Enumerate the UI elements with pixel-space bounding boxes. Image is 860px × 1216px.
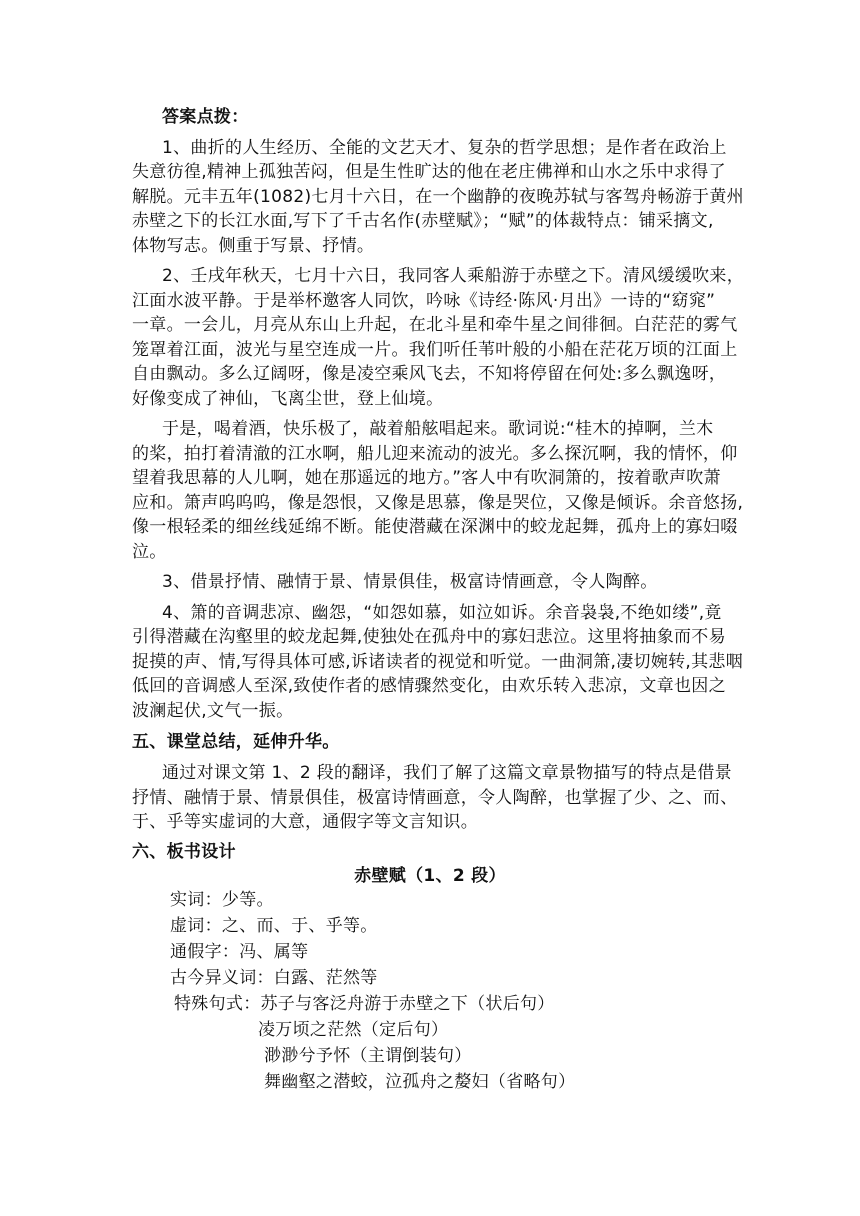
- answer-p3-line: 望着我思幕的人儿啊，她在那遥远的地方。”客人中有吹洞箫的，按着歌声吹萧: [132, 468, 721, 488]
- board-item: 虚词：之、而、于、乎等。: [170, 916, 378, 936]
- board-item: 古今异义词：白露、茫然等: [170, 968, 378, 988]
- answer-p3-line: 应和。箫声呜呜呜，像是怨恨，又像是思慕，像是哭位，又像是倾诉。余音悠扬,: [132, 493, 744, 513]
- answer-p4-line: 3、借景抒情、融情于景、情景俱佳，极富诗情画意，令人陶醉。: [162, 572, 658, 592]
- section5-body-line: 抒情、融情于景、情景俱佳，极富诗情画意，令人陶醉，也掌握了少、之、而、: [132, 788, 738, 808]
- answer-p2-line: 江面水波平静。于是举杯邀客人同饮，吟咏《诗经·陈风·月出》一诗的“窈窕”: [132, 291, 716, 311]
- section6-heading: 六、板书设计: [132, 842, 236, 862]
- answer-p3-line: 泣。: [132, 542, 167, 562]
- answer-p1-line: 失意彷徨,精神上孤独苦闷，但是生性旷达的他在老庄佛禅和山水之乐中求得了: [132, 162, 726, 182]
- answer-p3-line: 于是，喝着酒，快乐极了，敲着船舷唱起来。歌词说:“桂木的掉啊，兰木: [162, 419, 714, 439]
- answer-heading: 答案点拨：: [162, 107, 249, 127]
- answer-p2-line: 笼罩着江面，波光与星空连成一片。我们听任苇叶般的小船在茫花万顷的江面上: [132, 340, 738, 360]
- section5-heading: 五、课堂总结，延伸升华。: [132, 732, 340, 752]
- board-sentence-example: 渺渺兮予怀（主谓倒装句）: [264, 1046, 472, 1066]
- answer-p5-line: 捉摸的声、情,写得具体可感,诉诸读者的视觉和听觉。一曲洞箫,凄切婉转,其悲咽: [132, 652, 744, 672]
- answer-p1-line: 体物写志。侧重于写景、抒情。: [132, 236, 375, 256]
- answer-p2-line: 好像变成了神仙，飞离尘世，登上仙境。: [132, 389, 444, 409]
- board-sentence-example: 舞幽壑之潜蛟，泣孤舟之嫠妇（省略句）: [264, 1072, 576, 1092]
- board-item: 通假字：冯、属等: [170, 942, 309, 962]
- board-title: 赤壁赋（1、2 段）: [354, 866, 506, 886]
- answer-p5-line: 波澜起伏,文气一振。: [132, 701, 294, 721]
- board-sentence-example: 凌万顷之茫然（定后句）: [258, 1020, 449, 1040]
- section5-body-line: 通过对课文第 1、2 段的翻译，我们了解了这篇文章景物描写的特点是借景: [162, 763, 732, 783]
- answer-p1-line: 解脱。元丰五年(1082)七月十六日，在一个幽静的夜晚苏轼与客驾舟畅游于黄州: [132, 187, 744, 207]
- answer-p5-line: 4、箫的音调悲凉、幽怨，“如怨如慕，如泣如诉。余音袅袅,不绝如缕”,竟: [162, 603, 722, 623]
- answer-p2-line: 自由飘动。多么辽阔呀，像是凌空乘风飞去，不知将停留在何处:多么飘逸呀，: [132, 364, 727, 384]
- answer-p1-line: 赤壁之下的长江水面,写下了千古名作(赤壁赋》；“赋”的体裁特点：铺采摛文,: [132, 211, 714, 231]
- answer-p3-line: 的桨，拍打着清澈的江水啊，船儿迎来流动的波光。多么探沉啊，我的情怀，仰: [132, 444, 738, 464]
- board-item: 实词：少等。: [170, 890, 274, 910]
- answer-p2-line: 一章。一会儿，月亮从东山上升起，在北斗星和牵牛星之间徘徊。白茫茫的雾气: [132, 315, 738, 335]
- answer-p3-line: 像一根轻柔的细丝线延绵不断。能使潜藏在深渊中的蛟龙起舞，孤舟上的寡妇啜: [132, 517, 738, 537]
- answer-p1-line: 1、曲折的人生经历、全能的文艺天才、复杂的哲学思想；是作者在政治上: [162, 138, 727, 158]
- section5-body-line: 于、乎等实虚词的大意，通假字等文言知识。: [132, 812, 478, 832]
- answer-p5-line: 低回的音调感人至深,致使作者的感情骤然变化，由欢乐转入悲凉，文章也因之: [132, 676, 726, 696]
- board-item: 特殊句式：苏子与客泛舟游于赤壁之下（状后句）: [174, 994, 555, 1014]
- answer-p2-line: 2、壬戌年秋天，七月十六日，我同客人乘船游于赤壁之下。清风缓缓吹来，: [162, 266, 745, 286]
- answer-p5-line: 引得潜藏在沟壑里的蛟龙起舞,使独处在孤舟中的寡妇悲泣。这里将抽象而不易: [132, 627, 726, 647]
